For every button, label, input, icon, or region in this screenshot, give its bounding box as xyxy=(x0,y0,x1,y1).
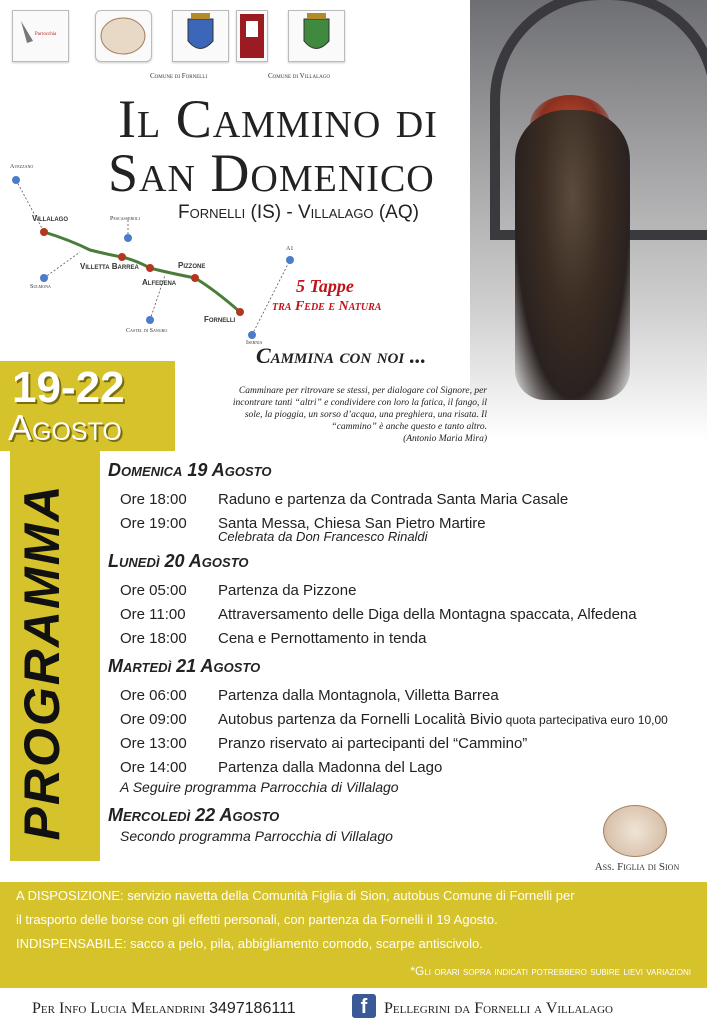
schedule-time: Ore 18:00 xyxy=(120,629,187,647)
schedule-row xyxy=(108,683,698,707)
info-line-3 xyxy=(16,936,483,951)
schedule-desc-main: Autobus partenza da Fornelli Località Bivio xyxy=(218,710,503,728)
saint-statue-photo xyxy=(470,0,707,440)
map-label-pescasseroli: Pescasseroli xyxy=(110,216,140,222)
schedule-desc: Cena e Pernottamento in tenda xyxy=(218,629,427,647)
tappe-heading: 5 Tappe xyxy=(296,276,354,296)
comune-villalago-label: Comune di Villalago xyxy=(268,72,330,80)
schedule-desc: Partenza da Pizzone xyxy=(218,581,357,599)
map-dot-villalago xyxy=(40,228,48,236)
schedule-time: Ore 11:00 xyxy=(120,605,186,623)
quote-author: (Antonio Maria Mira) xyxy=(403,434,487,444)
association-seal-icon xyxy=(603,805,667,857)
parrocchia-logo xyxy=(12,10,69,62)
route-map xyxy=(0,160,300,350)
contact-info xyxy=(32,1000,296,1018)
schedule-row xyxy=(108,626,698,650)
map-label-avezzano: Avezzano xyxy=(10,164,34,170)
title-line-1: Il Cammino di xyxy=(118,89,438,149)
schedule-note: A Seguire programma Parrocchia di Villalago xyxy=(120,779,399,795)
schedule-row xyxy=(108,487,698,511)
association-badge xyxy=(585,805,685,885)
map-dot-castel-di-sangro xyxy=(146,316,154,324)
borghi-italia-logo xyxy=(236,10,268,62)
route-map-svg xyxy=(0,160,300,350)
info-line-1 xyxy=(16,888,575,903)
statue-figure xyxy=(515,110,630,400)
schedule-time: Ore 06:00 xyxy=(120,686,187,704)
program-vertical-title: PROGRAMMA xyxy=(14,483,70,841)
schedule-row xyxy=(108,731,698,755)
info-label-disposizione: A DISPOSIZIONE: xyxy=(16,888,124,903)
map-dot-fornelli xyxy=(236,308,244,316)
map-label-sulmona: Sulmona xyxy=(30,284,51,290)
schedule-desc xyxy=(218,711,698,728)
map-dot-isernia xyxy=(248,331,256,339)
map-label-alfedena: Alfedena xyxy=(142,278,177,287)
schedule-desc: Pranzo riservato ai partecipanti del “Cammino” xyxy=(218,734,528,752)
comune-villalago-crest xyxy=(288,10,345,62)
map-label-villalago: Villalago xyxy=(32,214,68,223)
map-label-pizzone: Pizzone xyxy=(178,261,206,270)
schedule-time: Ore 18:00 xyxy=(120,490,187,508)
map-dot-avezzano xyxy=(12,176,20,184)
schedule-time: Ore 05:00 xyxy=(120,581,187,599)
cammina-heading: Cammina con noi ... xyxy=(256,343,427,368)
map-dot-alfedena xyxy=(146,264,154,272)
facebook-page-name: Pellegrini da Fornelli a Villalago xyxy=(384,1000,613,1017)
footer xyxy=(0,988,707,1024)
quote-text: Camminare per ritrovare se stessi, per dialogare col Signore, per incontrare tanti “altri” e condividere con loro la fatica, il fango, il sole, la pioggia, un sorso d’acqua, una preghiera, una risata. Il “cammino” è anche questo e tanto altro. xyxy=(232,386,487,432)
contact-phone: 3497186111 xyxy=(209,1000,296,1017)
schedule-time: Ore 19:00 xyxy=(120,514,187,532)
map-label-castel-di-sangro: Castel di Sangro xyxy=(126,328,168,334)
schedule-row xyxy=(108,602,698,626)
association-logo xyxy=(95,10,152,62)
subtitle: Fornelli (IS) - Villalago (AQ) xyxy=(178,202,419,223)
map-dot-a1 xyxy=(286,256,294,264)
day-title: Lunedì 20 Agosto xyxy=(108,551,249,571)
day-title: Domenica 19 Agosto xyxy=(108,460,272,480)
schedule-desc: Partenza dalla Montagnola, Villetta Barrea xyxy=(218,686,499,704)
schedule-subnote: Celebrata da Don Francesco Rinaldi xyxy=(218,529,428,544)
info-line-2: il trasporto delle borse con gli effetti personali, con partenza da Fornelli il 19 Agosto. xyxy=(16,912,498,927)
quote-block xyxy=(215,385,487,445)
date-box xyxy=(0,361,175,451)
schedule-desc: Raduno e partenza da Contrada Santa Maria Casale xyxy=(218,490,569,508)
schedule-time: Ore 09:00 xyxy=(120,710,187,728)
info-box xyxy=(0,882,707,988)
schedule-disclaimer: *Gli orari sopra indicati potrebbero subire lievi variazioni xyxy=(410,964,691,978)
info-text-disposizione: servizio navetta della Comunità Figlia di Sion, autobus Comune di Fornelli per xyxy=(123,888,575,903)
schedule-row xyxy=(108,707,698,731)
schedule-desc-extra: quota partecipativa euro 10,00 xyxy=(502,712,668,727)
schedule-desc: Attraversamento delle Diga della Montagna spaccata, Alfedena xyxy=(218,605,637,623)
schedule-time: Ore 14:00 xyxy=(120,758,187,776)
fede-natura-heading: tra Fede e Natura xyxy=(272,299,382,314)
map-dot-sulmona xyxy=(40,274,48,282)
map-label-villetta-barrea: Villetta Barrea xyxy=(80,262,139,271)
map-label-a1: A1 xyxy=(286,246,294,252)
facebook-icon: f xyxy=(352,994,376,1018)
info-text-indispensabile: sacco a pelo, pila, abbigliamento comodo, scarpe antiscivolo. xyxy=(126,936,483,951)
comune-fornelli-label: Comune di Fornelli xyxy=(150,72,208,80)
map-label-fornelli: Fornelli xyxy=(204,315,236,324)
date-range: 19-22 xyxy=(12,363,125,412)
schedule-note: Secondo programma Parrocchia di Villalago xyxy=(120,828,393,844)
title-line-2: San Domenico xyxy=(108,143,435,203)
map-dot-villetta-barrea xyxy=(118,253,126,261)
svg-text:Parrocchia: Parrocchia xyxy=(35,32,57,37)
info-label-indispensabile: INDISPENSABILE: xyxy=(16,936,127,951)
schedule-desc: Santa Messa, Chiesa San Pietro Martire xyxy=(218,514,486,532)
map-dot-pizzone xyxy=(191,274,199,282)
association-label: Ass. Figlia di Sion xyxy=(594,861,680,873)
day-title: Martedì 21 Agosto xyxy=(108,656,261,676)
date-month: Agosto xyxy=(8,407,122,448)
day-title: Mercoledì 22 Agosto xyxy=(108,805,280,825)
schedule-row xyxy=(108,755,698,779)
map-label-isernia: Isernia xyxy=(246,340,263,346)
schedule-desc: Partenza dalla Madonna del Lago xyxy=(218,758,443,776)
schedule-row xyxy=(108,578,698,602)
comune-fornelli-crest xyxy=(172,10,229,62)
contact-label: Per Info Lucia Melandrini xyxy=(32,1000,210,1017)
schedule-time: Ore 13:00 xyxy=(120,734,187,752)
map-dot-pescasseroli xyxy=(124,234,132,242)
program-schedule xyxy=(108,458,698,850)
